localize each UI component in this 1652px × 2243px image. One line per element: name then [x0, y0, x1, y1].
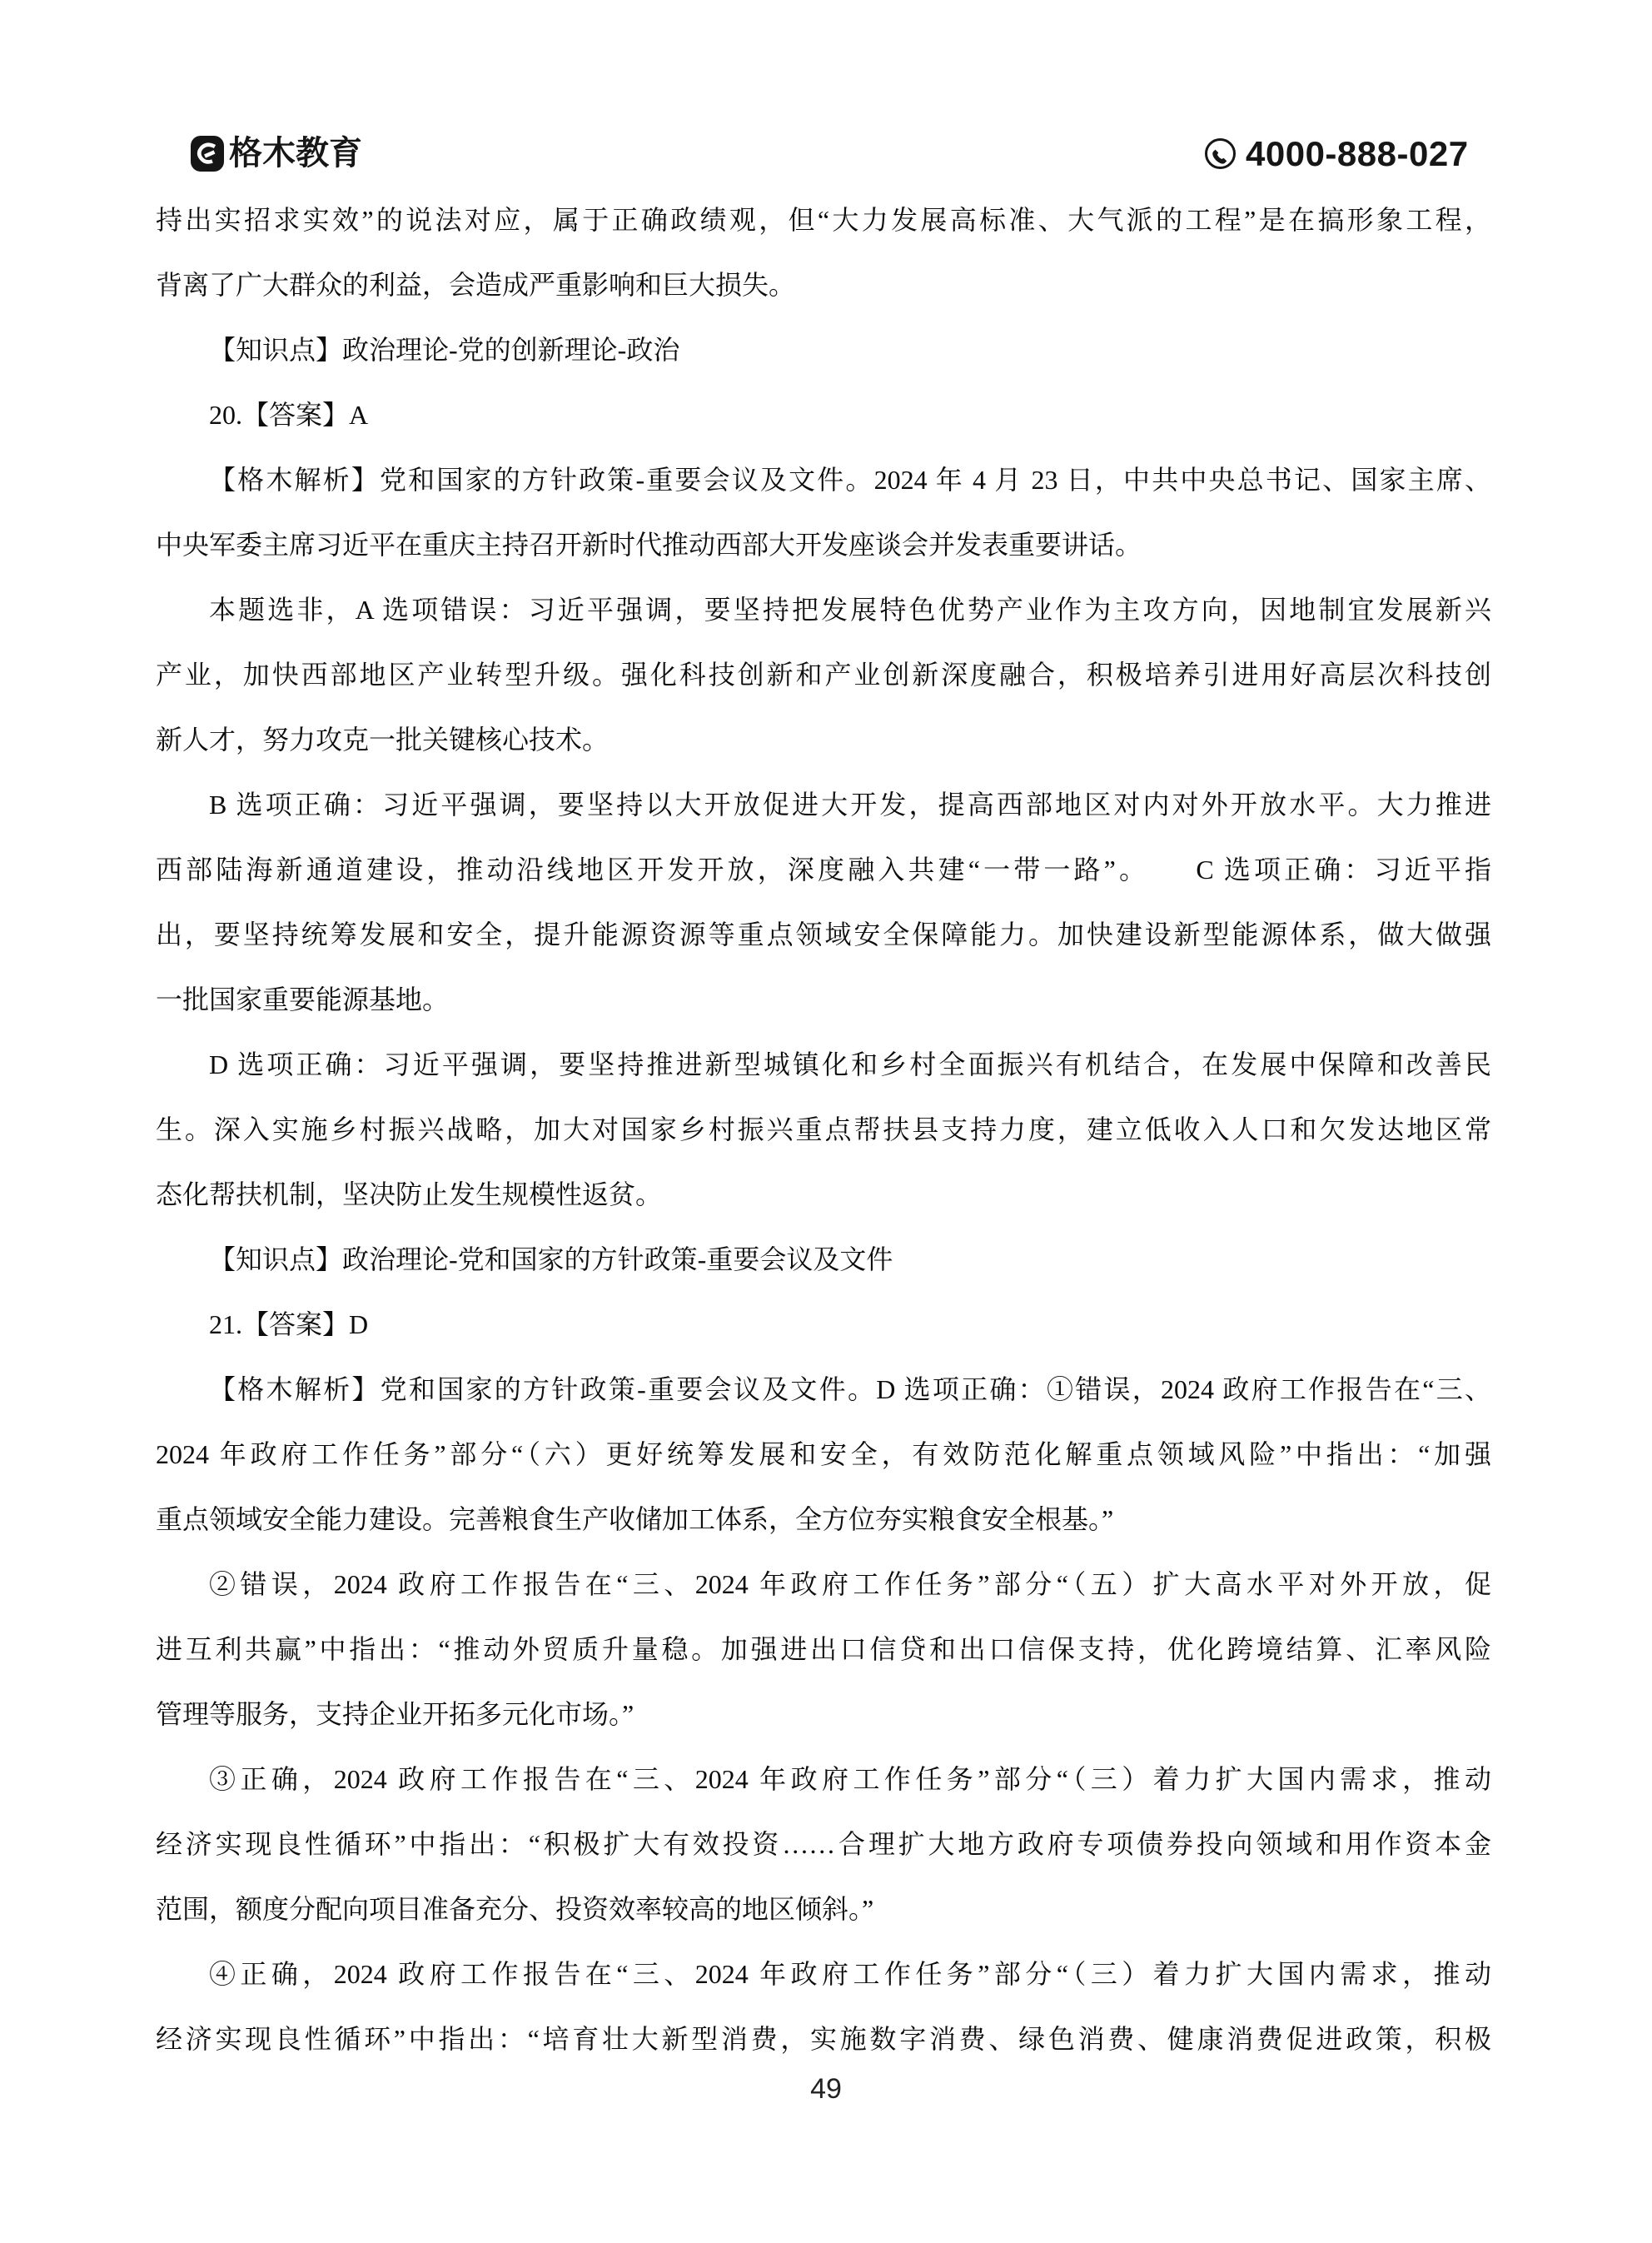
text-line: 背离了广大群众的利益，会造成严重影响和巨大损失。: [156, 270, 796, 300]
text-line: 西部陆海新通道建设，推动沿线地区开发开放，深度融入共建“一带一路”。 C 选项正确：习近平指: [156, 855, 1491, 885]
phone-number: 4000-888-027: [1246, 134, 1469, 173]
text-line: 出，要坚持统筹发展和安全，提升能源资源等重点领域安全保障能力。加快建设新型能源体系，做大做强: [156, 920, 1491, 950]
phone-icon: [1204, 137, 1237, 170]
text-line: 进互利共赢”中指出：“推动外贸质升量稳。加强进出口信贷和出口信保支持，优化跨境结算、汇率风险: [156, 1634, 1491, 1664]
text-line: 经济实现良性循环”中指出：“培育壮大新型消费，实施数字消费、绿色消费、健康消费促进政策，积极: [156, 2024, 1491, 2054]
document-body: [156, 187, 1491, 2071]
brand: [191, 136, 362, 172]
phone-contact: [1204, 136, 1469, 172]
text-line: 一批国家重要能源基地。: [156, 984, 450, 1014]
text-line: 【知识点】政治理论-党和国家的方针政策-重要会议及文件: [209, 1244, 893, 1274]
text-line: ②错误，2024 政府工作报告在“三、2024 年政府工作任务”部分“（五）扩大高水平对外开放，促: [209, 1569, 1491, 1599]
text-line: 本题选非，A 选项错误：习近平强调，要坚持把发展特色优势产业作为主攻方向，因地制宜发展新兴: [209, 595, 1491, 625]
gemu-logo-icon: [191, 136, 224, 172]
page-footer: [0, 2073, 1652, 2106]
text-line: 新人才，努力攻克一批关键核心技术。: [156, 725, 610, 755]
text-line: 【知识点】政治理论-党的创新理论-政治: [209, 335, 680, 365]
text-line: 管理等服务，支持企业开拓多元化市场。”: [156, 1699, 634, 1729]
text-line: 【格木解析】党和国家的方针政策-重要会议及文件。2024 年 4 月 23 日，中共中央总书记、国家主席、: [209, 465, 1491, 495]
text-line: 中央军委主席习近平在重庆主持召开新时代推动西部大开发座谈会并发表重要讲话。: [156, 530, 1142, 560]
page-number: 49: [810, 2073, 842, 2105]
text-line: 20.【答案】A: [209, 400, 369, 430]
text-line: 生。深入实施乡村振兴战略，加大对国家乡村振兴重点帮扶县支持力度，建立低收入人口和欠发达地区常: [156, 1114, 1491, 1144]
brand-name: 格木教育: [229, 135, 362, 172]
text-line: 产业，加快西部地区产业转型升级。强化科技创新和产业创新深度融合，积极培养引进用好高层次科技创: [156, 660, 1491, 690]
text-line: 21.【答案】D: [209, 1309, 369, 1339]
text-line: ③正确，2024 政府工作报告在“三、2024 年政府工作任务”部分“（三）着力扩大国内需求，推动: [209, 1764, 1491, 1794]
text-line: 态化帮扶机制，坚决防止发生规模性返贫。: [156, 1179, 663, 1209]
text-line: 重点领域安全能力建设。完善粮食生产收储加工体系，全方位夯实粮食安全根基。”: [156, 1504, 1114, 1534]
text-line: 持出实招求实效”的说法对应，属于正确政绩观，但“大力发展高标准、大气派的工程”是在搞形象工程，: [156, 205, 1491, 235]
text-line: ④正确，2024 政府工作报告在“三、2024 年政府工作任务”部分“（三）着力扩大国内需求，推动: [209, 1959, 1491, 1989]
text-line: 【格木解析】党和国家的方针政策-重要会议及文件。D 选项正确：①错误，2024 政府工作报告在“三、: [209, 1374, 1491, 1404]
text-line: 2024 年政府工作任务”部分“（六）更好统筹发展和安全，有效防范化解重点领域风险”中指出：“加强: [156, 1439, 1491, 1469]
text-line: 经济实现良性循环”中指出：“积极扩大有效投资……合理扩大地方政府专项债券投向领域和用作资本金: [156, 1829, 1491, 1859]
text-line: 范围，额度分配向项目准备充分、投资效率较高的地区倾斜。”: [156, 1894, 874, 1924]
text-line: B 选项正确：习近平强调，要坚持以大开放促进大开发，提高西部地区对内对外开放水平。大力推进: [209, 790, 1491, 820]
text-line: D 选项正确：习近平强调，要坚持推进新型城镇化和乡村全面振兴有机结合，在发展中保障和改善民: [209, 1049, 1491, 1079]
